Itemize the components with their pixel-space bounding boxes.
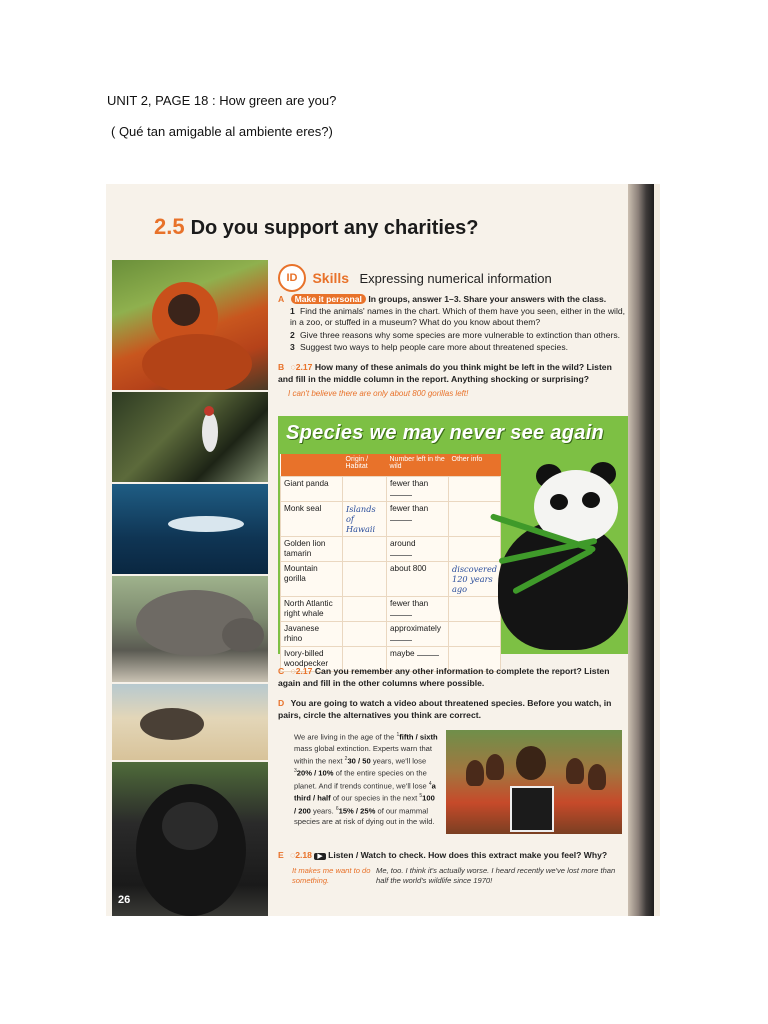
report-banner: Species we may never see again <box>286 422 605 444</box>
alternative-choice: fifth / sixth <box>399 732 438 742</box>
animal-cell: Monk seal <box>281 502 343 537</box>
origin-cell: Islands of Hawaii <box>343 502 387 537</box>
gap-number: 5 <box>419 793 423 800</box>
gap-number: 6 <box>335 805 339 812</box>
table-row <box>281 537 501 562</box>
table-header: Number left in the wild <box>387 454 449 477</box>
table-header: Other info <box>449 454 501 477</box>
number-text: around <box>390 539 416 548</box>
lesson-title-text: Do you support any charities? <box>190 217 479 239</box>
book-spine <box>628 184 654 916</box>
section-b <box>278 362 628 400</box>
list-item <box>290 306 628 329</box>
section-e <box>278 850 628 863</box>
animal-cell: Ivory-billed woodpecker <box>281 647 343 672</box>
number-text: fewer than <box>390 504 429 513</box>
audio-track: 2.18 <box>295 850 312 860</box>
child-figure <box>588 764 606 790</box>
item-number: 2 <box>290 329 295 340</box>
children-gorilla-photo <box>446 730 622 834</box>
rhino-photo <box>112 576 268 682</box>
blank-line <box>390 520 412 521</box>
item-number: 3 <box>290 342 295 352</box>
child-figure <box>566 758 584 784</box>
paragraph-text: of our mammal species are at risk of dying out in the wild. <box>294 806 435 827</box>
table-header-row <box>281 454 501 477</box>
number-cell <box>387 562 449 597</box>
section-letter: E <box>278 850 284 860</box>
number-cell <box>387 477 449 502</box>
table-row <box>281 477 501 502</box>
lesson-number: 2.5 <box>154 214 185 239</box>
extinction-paragraph <box>294 730 438 827</box>
section-letter: C <box>278 666 285 676</box>
panda-eye <box>550 494 568 510</box>
gap-number: 2 <box>344 755 348 762</box>
question-list <box>278 306 628 354</box>
tamarin-photo <box>112 260 268 390</box>
skills-title: Expressing numerical information <box>359 270 552 286</box>
list-item <box>290 330 628 342</box>
example-speech-b: Me, too. I think it's actually worse. I heard recently we've lost more than half the world's wildlife since 1970! <box>376 866 616 885</box>
blank-line <box>390 555 412 556</box>
species-report <box>278 416 630 668</box>
table-row <box>281 622 501 647</box>
gap-number: 3 <box>294 768 297 775</box>
section-letter: D <box>278 698 285 708</box>
section-a <box>278 294 628 355</box>
gorilla-picture-card <box>510 786 554 832</box>
origin-cell <box>343 477 387 502</box>
origin-cell <box>343 562 387 597</box>
number-text: approximately <box>390 624 441 633</box>
child-figure <box>486 754 504 780</box>
id-badge-icon: ID <box>278 264 306 292</box>
audio-track-icon: ◌ <box>290 666 296 676</box>
alternative-choice: 30 / 50 <box>347 756 371 766</box>
audio-track: 2.17 <box>295 362 313 372</box>
alternative-choice: a third / half <box>294 781 436 803</box>
example-speech: I can't believe there are only about 800 gorillas left! <box>288 389 469 398</box>
child-face <box>516 746 546 780</box>
make-it-personal-pill: Make it personal <box>291 294 366 304</box>
paragraph-text: of the entire species on the planet. And if trends continue, we'll lose <box>294 768 427 791</box>
table-row <box>281 597 501 622</box>
panda-photo <box>488 450 630 654</box>
section-d-instruction: You are going to watch a video about threatened species. Before you watch, in pairs, circle the alternatives you think are correct. <box>278 698 612 720</box>
skills-heading <box>278 264 628 292</box>
example-speech-a: It makes me want to do something. <box>292 866 371 885</box>
paragraph-text: years. <box>313 806 334 816</box>
item-text: Give three reasons why some species are more vulnerable to extinction than others. <box>300 329 621 340</box>
section-b-instruction: How many of these animals do you think might be left in the wild? Listen and fill in the middle column in the report. Anything shocking or surprising? <box>278 362 612 384</box>
table-header: Origin / Habitat <box>343 454 387 477</box>
item-text: Find the animals' names in the chart. Which of them have you seen, either in the wild, in a zoo, or stuffed in a museum? What do you know about them? <box>290 305 626 327</box>
section-a-instruction: In groups, answer 1–3. Share your answers with the class. <box>368 294 607 304</box>
origin-cell <box>343 537 387 562</box>
audio-track-icon: ◌ <box>290 850 296 860</box>
table-header <box>281 454 343 477</box>
alternative-choice: 20% / 10% <box>296 768 334 778</box>
list-item <box>290 342 628 354</box>
paragraph-text: We are living in the age of the <box>294 732 395 742</box>
paragraph-text: mass global extinction. Experts warn that within the next <box>294 743 433 766</box>
animal-cell: Mountain gorilla <box>281 562 343 597</box>
whale-photo <box>112 484 268 574</box>
origin-cell <box>343 622 387 647</box>
page-number: 26 <box>118 894 131 906</box>
skills-word: Skills <box>312 270 350 286</box>
document-heading: UNIT 2, PAGE 18 : How green are you? <box>107 93 337 108</box>
alternative-choice: 100 / 200 <box>294 793 435 816</box>
document-subheading: ( Qué tan amigable al ambiente eres?) <box>111 124 333 139</box>
table-row <box>281 502 501 537</box>
number-cell <box>387 502 449 537</box>
gap-number: 1 <box>396 732 400 738</box>
section-letter: B <box>278 362 285 372</box>
origin-cell <box>343 597 387 622</box>
paragraph-text: of our species in the next <box>332 793 418 803</box>
page-surface <box>106 184 628 916</box>
number-cell <box>387 622 449 647</box>
section-d <box>278 698 628 721</box>
number-text: fewer than <box>390 599 429 608</box>
number-text: fewer than <box>390 479 429 488</box>
lesson-title <box>154 214 478 240</box>
item-number: 1 <box>290 305 295 316</box>
number-text: maybe <box>390 649 415 658</box>
textbook-page-photo <box>106 184 660 916</box>
table-row <box>281 562 501 597</box>
woodpecker-photo <box>112 392 268 482</box>
section-letter: A <box>278 294 285 304</box>
audio-track-icon: ◌ <box>290 362 296 372</box>
video-play-icon: ▶ <box>314 853 325 860</box>
alternative-choice: 15% / 25% <box>338 806 376 816</box>
panda-eye <box>582 492 600 508</box>
blank-line <box>390 615 412 616</box>
blank-line <box>390 640 412 641</box>
number-text: about 800 <box>390 564 427 573</box>
blank-line <box>417 655 439 656</box>
animal-cell: Javanese rhino <box>281 622 343 647</box>
paragraph-text: years, we'll lose <box>372 756 427 766</box>
seal-photo <box>112 684 268 760</box>
species-table <box>280 454 501 672</box>
number-cell <box>387 537 449 562</box>
gap-number: 4 <box>428 780 432 787</box>
animal-cell: Golden lion tamarin <box>281 537 343 562</box>
animal-cell: Giant panda <box>281 477 343 502</box>
audio-track: 2.17 <box>295 666 313 676</box>
number-cell <box>387 597 449 622</box>
section-c-instruction: Can you remember any other information to complete the report? Listen again and fill in the other columns where possible. <box>278 666 610 688</box>
child-figure <box>466 760 484 786</box>
other-cell: discovered 120 years ago <box>449 562 501 597</box>
blank-line <box>390 495 412 496</box>
section-e-instruction: Listen / Watch to check. How does this extract make you feel? Why? <box>328 850 608 860</box>
item-text: Suggest two ways to help people care more about threatened species. <box>300 342 569 352</box>
gorilla-photo <box>112 762 268 916</box>
animal-cell: North Atlantic right whale <box>281 597 343 622</box>
section-c <box>278 666 628 689</box>
